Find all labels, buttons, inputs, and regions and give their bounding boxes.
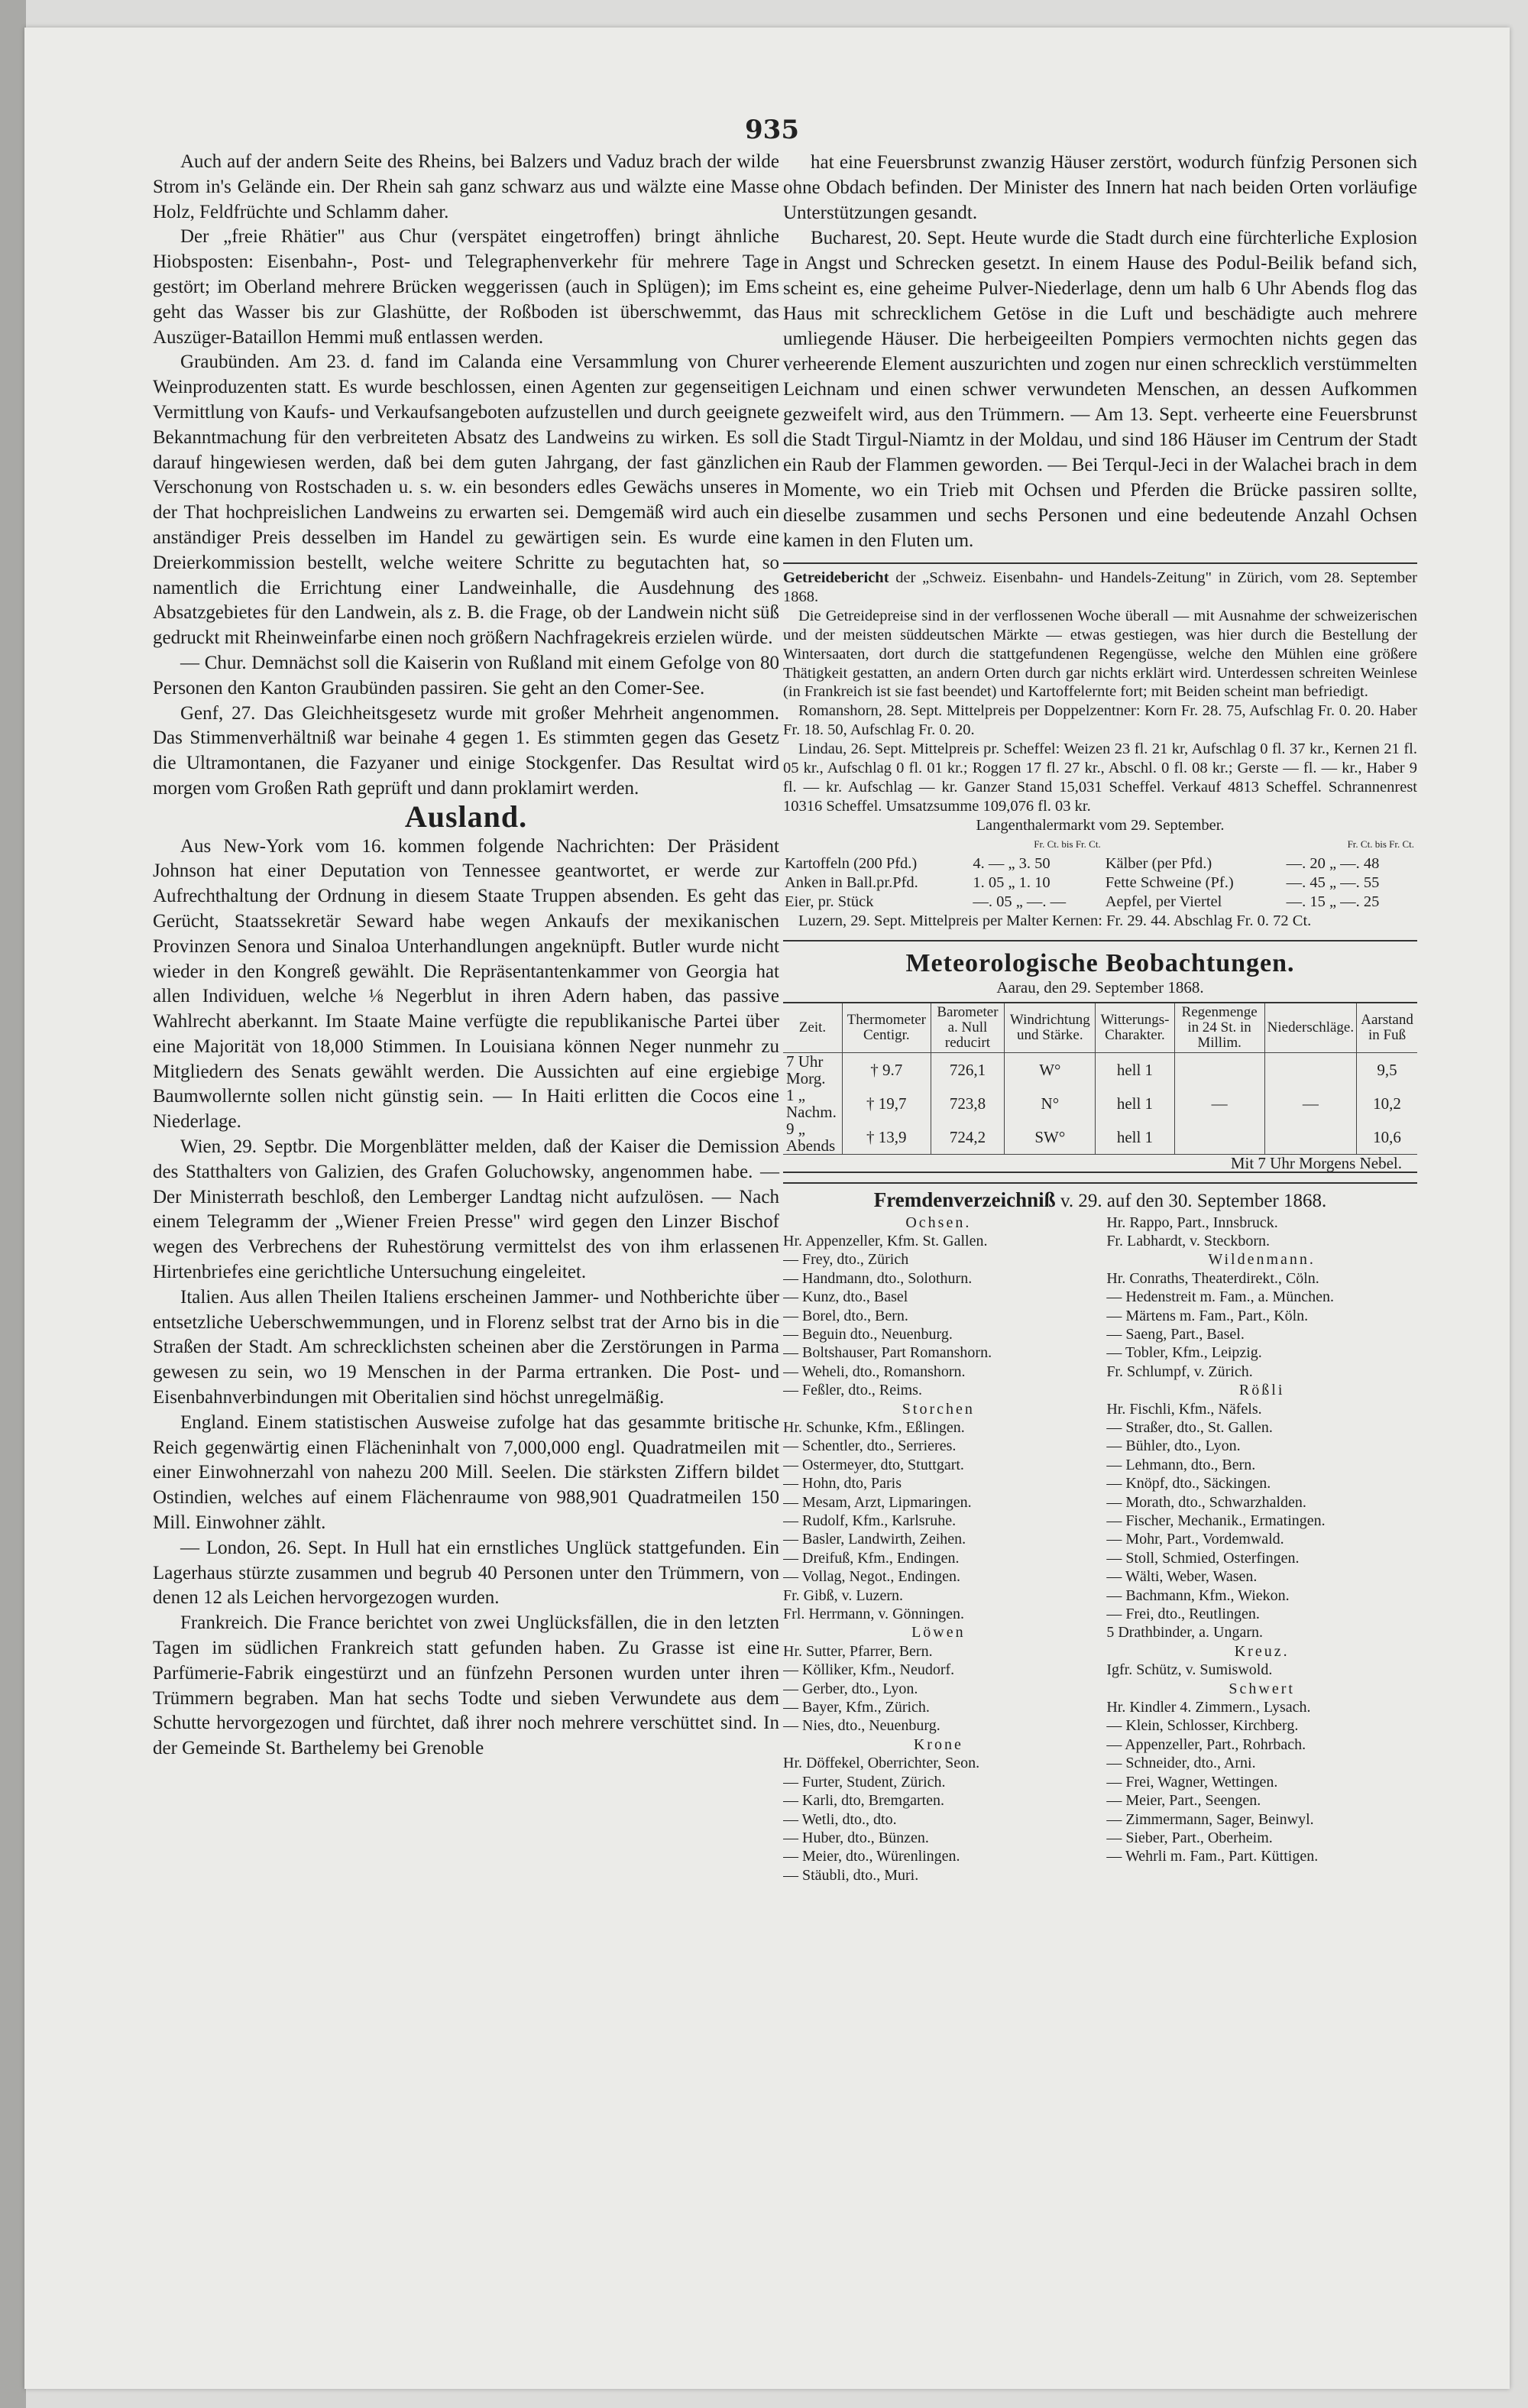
meteo-cell — [1174, 1052, 1264, 1087]
meteo-header-cell: Barometer a. Null reducirt — [931, 1003, 1005, 1053]
meteo-cell: 9 „ Abends — [786, 1119, 836, 1155]
article-paragraph: — Chur. Demnächst soll die Kaiserin von Rußland mit einem Gefolge von 80 Personen den Kanton Graubünden passiren. Sie geht an den Comer-See. — [153, 652, 779, 698]
guest-entry: — Lehmann, dto., Bern. — [1106, 1456, 1256, 1473]
meteo-cell: W° — [1005, 1052, 1096, 1087]
guest-entry: — Weheli, dto., Romanshorn. — [783, 1363, 966, 1380]
guest-entry: — Schneider, dto., Arni. — [1106, 1755, 1256, 1772]
guest-entry: Hr. Döffekel, Oberrichter, Seon. — [783, 1755, 980, 1772]
guest-entry: Hr. Sutter, Pfarrer, Bern. — [783, 1642, 933, 1660]
hotel-heading: Storchen — [902, 1400, 975, 1418]
guest-entry: — Boltshauser, Part Romanshorn. — [783, 1344, 992, 1362]
guest-entry: — Sieber, Part., Oberheim. — [1106, 1829, 1273, 1846]
guest-entry: Hr. Rappo, Part., Innsbruck. — [1106, 1214, 1278, 1231]
article-paragraph: Auch auf der andern Seite des Rheins, bei Balzers und Vaduz brach der wilde Strom in's Gelände ein. Der Rhein sah ganz schwarz aus und wälzte eine Masse Holz, Feldfrüchte und Schlamm daher. — [153, 151, 779, 222]
guest-entry: — Feßler, dto., Reims. — [783, 1382, 922, 1399]
guest-entry: — Furter, Student, Zürich. — [783, 1773, 946, 1791]
meteo-cell: hell 1 — [1096, 1052, 1174, 1087]
price-row — [783, 893, 1417, 912]
price-row — [783, 873, 1417, 893]
guest-entry: — Basler, Landwirth, Zeihen. — [783, 1531, 966, 1548]
divider — [783, 562, 1417, 564]
fremden-title-bold: Fremdenverzeichniß — [873, 1188, 1056, 1211]
meteo-cell: 723,8 — [931, 1087, 1005, 1120]
meteo-title: Meteorologische Beobachtungen. — [905, 948, 1295, 977]
hotel-heading: Ochsen. — [905, 1214, 972, 1231]
price-table — [783, 835, 1417, 912]
guest-entry: — Frei, Wagner, Wettingen. — [1106, 1773, 1278, 1791]
article-paragraph: Graubünden. Am 23. d. fand im Calanda eine Versammlung von Churer Weinproduzenten statt. Es wurde beschlossen, einen Agenten zur gegenseitigen Vermittlung von Kaufs- und Verkaufsangeboten aufzustellen und durch geeignete Bekanntmachung für den verbreiteten Absatz des Landweins zu wirken. Es soll darauf hingewiesen werden, daß bei dem guten Jahrgang, der fast gänzlichen Verschonung von Rostschaden u. s. w. ein besonders edles Gewächs unseres in der That hochpreislichen Landweins zu erwarten sei. Demgemäß wird auch ein anständiger Preis desselben im Handel zu gewärtigen sein. Es wurde eine Dreierkommission bestellt, welche weitere Schritte zu begutachten hat, so namentlich die Errichtung einer Landweinhalle, die Ausdehnung des Absatzgebietes für den Landwein, als z. B. die Frage, ob der Landwein nicht süß gedruckt mit Rheinweinfarbe einen noch größern Nachfragekreis erzielen würde. — [153, 352, 779, 649]
meteo-row — [783, 1087, 1417, 1120]
guest-entry: — Wetli, dto., dto. — [783, 1810, 897, 1828]
meteo-cell — [1174, 1120, 1264, 1155]
fremden-right-column — [1106, 1214, 1417, 1885]
guest-entry: — Morath, dto., Schwarzhalden. — [1106, 1493, 1306, 1511]
article-paragraph: Genf, 27. Das Gleichheitsgesetz wurde mit großer Mehrheit angenommen. Das Stimmenverhältniß war beinahe 4 gegen 1. Es stimmten gegen das Gesetz die Ultramontanen, die Fazyaner und einige Stockgenfer. Das Resultat wird morgen vom Großen Rath geprüft und dann proklamirt werden. — [153, 702, 779, 799]
article-paragraph: Der „freie Rhätier" aus Chur (verspätet eingetroffen) bringt ähnliche Hiobsposten: Eisenbahn-, Post- und Telegraphenverkehr für mehrere Tage gestört; im Oberland mehrere Brücken weggerissen (auch in Splügen); im Ems geht das Wasser bis zur Glashütte, der Roßboden ist überschwemmt, das Auszüger-Bataillon Hemmi muß entlassen werden. — [153, 226, 779, 348]
article-paragraph: Aus New-York vom 16. kommen folgende Nachrichten: Der Präsident Johnson hat einer Deputation von Tennessee geantwortet, er werde zur Aufrechthaltung der Ordnung in diesem Staate Truppen absenden. Es geht das Gerücht, Staatssekretär Seward habe wegen Ankaufs der mexikanischen Provinzen Senora und Sinaloa Unterhandlungen angeknüpft. Butler wurde nicht wieder in den Kongreß gewählt. Die Repräsentantenkammer von Georgia hat allen Individuen, welche ⅛ Negerblut in ihren Adern haben, das passive Wahlrecht aberkannt. Im Staate Maine verfügte die republikanische Partei über eine Majorität von 18,000 Stimmen. In Louisiana können Neger nunmehr zu Mitgliedern des Senats gewählt werden. Die Aussichten auf eine ergiebige Baumwollernte sollen nicht günstig sein. — In Haiti erlitten die Cocos eine Niederlage. — [153, 835, 779, 1133]
guest-entry: Hr. Fischli, Kfm., Näfels. — [1106, 1400, 1262, 1418]
meteo-header-cell: Thermometer Centigr. — [843, 1003, 931, 1053]
guest-entry: — Saeng, Part., Basel. — [1106, 1325, 1245, 1343]
meteo-note: Mit 7 Uhr Morgens Nebel. — [783, 1154, 1417, 1172]
price-header-left: Fr. Ct. bis Fr. Ct. — [1034, 838, 1101, 850]
fremden-left-column — [783, 1214, 1094, 1885]
guest-entry: — Kölliker, Kfm., Neudorf. — [783, 1661, 955, 1679]
guest-entry: 5 Drathbinder, a. Ungarn. — [1106, 1624, 1263, 1642]
article-paragraph: Italien. Aus allen Theilen Italiens erscheinen Jammer- und Nothberichte über entsetzliche Ueberschwemmungen, und in Florenz selbst trat der Arno bis in die Straßen der Stadt. Am schrecklichsten scheinen aber die Zerstörungen in Parma gewesen zu sein, wo 19 Menschen in der Parma ertranken. Die Post- und Eisenbahnverbindungen mit Oberitalien sind höchst unregelmäßig. — [153, 1286, 779, 1408]
meteo-cell: 724,2 — [931, 1120, 1005, 1155]
price-cell: —. 05 „ —. — — [973, 893, 1067, 910]
grain-report-lead: Getreidebericht — [783, 569, 889, 586]
article-paragraph: Frankreich. Die France berichtet von zwei Unglücksfällen, die in den letzten Tagen im südlichen Frankreich statt gefunden haben. Zu Grasse ist eine Parfümerie-Fabrik eingestürzt und an fünfzehn Personen wurden unter ihren Trümmern begraben. Man hat sechs Todte und sieben Verwundete aus dem Schutte hervorgezogen und fürchtet, daß ihrer noch mehrere verschüttet sind. In der Gemeinde St. Barthelemy bei Grenoble — [153, 1612, 779, 1759]
meteo-cell: hell 1 — [1096, 1120, 1174, 1155]
price-cell: 4. — „ 3. 50 — [973, 854, 1050, 872]
meteo-row — [783, 1120, 1417, 1155]
guest-entry: — Märtens m. Fam., Part., Köln. — [1106, 1307, 1309, 1324]
meteo-cell: † 19,7 — [843, 1087, 931, 1120]
price-cell: Fette Schweine (Pf.) — [1105, 873, 1234, 891]
hotel-heading: Wildenmann. — [1208, 1251, 1316, 1269]
meteo-header-cell: Aarstand in Fuß — [1357, 1003, 1417, 1053]
meteo-cell: 10,6 — [1357, 1120, 1417, 1155]
meteo-subtitle: Aarau, den 29. September 1868. — [996, 977, 1204, 997]
guest-entry: — Mesam, Arzt, Lipmaringen. — [783, 1493, 972, 1511]
fremden-title — [783, 1188, 1417, 1212]
article-paragraph: England. Einem statistischen Ausweise zufolge hat das gesammte britische Reich gegenwärtig einen Flächeninhalt von 7,000,000 engl. Quadratmeilen mit einer Einwohnerzahl von nahezu 200 Mill. Seelen. Die stärksten Ziffern bildet Ostindien, welches auf einem Flächenraume von 988,901 Quadratmeilen 150 Mill. Einwohner zählt. — [153, 1411, 779, 1534]
hotel-heading: Rößli — [1238, 1382, 1285, 1399]
guest-entry: — Bayer, Kfm., Zürich. — [783, 1699, 930, 1716]
left-paragraphs — [153, 150, 779, 802]
guest-entry: — Zimmermann, Sager, Beinwyl. — [1106, 1810, 1314, 1828]
guest-entry: Hr. Appenzeller, Kfm. St. Gallen. — [783, 1232, 988, 1249]
grain-report — [783, 569, 1417, 931]
ausland-heading: Ausland. — [404, 799, 528, 834]
meteo-header-cell: Windrichtung und Stärke. — [1005, 1003, 1096, 1053]
guest-entry: — Klein, Schlosser, Kirchberg. — [1106, 1717, 1299, 1735]
guest-entry: — Frey, dto., Zürich — [783, 1251, 909, 1269]
guest-entry: Igfr. Schütz, v. Sumiswold. — [1106, 1661, 1273, 1679]
guest-entry: — Vollag, Negot., Endingen. — [783, 1568, 961, 1586]
guest-entry: — Frei, dto., Reutlingen. — [1106, 1606, 1260, 1623]
price-cell: —. 15 „ —. 25 — [1286, 893, 1380, 910]
guest-entry: — Hedenstreit m. Fam., a. München. — [1106, 1288, 1335, 1306]
price-cell: Aepfel, per Viertel — [1105, 893, 1222, 910]
guest-entry: — Huber, dto., Bünzen. — [783, 1829, 929, 1846]
divider — [783, 1182, 1417, 1184]
meteo-table — [783, 1002, 1417, 1173]
right-paragraphs — [783, 150, 1417, 553]
guest-entry: — Meier, dto., Würenlingen. — [783, 1848, 960, 1865]
price-cell: 1. 05 „ 1. 10 — [973, 873, 1050, 891]
hotel-heading: Kreuz. — [1234, 1642, 1290, 1660]
guest-entry: — Appenzeller, Part., Rohrbach. — [1106, 1736, 1306, 1753]
meteo-cell: 1 „ Nachm. — [786, 1085, 837, 1121]
guest-entry: — Dreifuß, Kfm., Endingen. — [783, 1549, 960, 1567]
meteo-cell: 9,5 — [1357, 1052, 1417, 1087]
guest-entry: — Wälti, Weber, Wasen. — [1106, 1568, 1258, 1586]
hotel-heading: Krone — [913, 1736, 963, 1753]
guest-entry: Frl. Herrmann, v. Gönningen. — [783, 1606, 964, 1623]
ausland-paragraphs — [153, 835, 779, 1761]
guest-entry: — Borel, dto., Bern. — [783, 1307, 908, 1324]
article-paragraph: hat eine Feuersbrunst zwanzig Häuser zerstört, wodurch fünfzig Personen sich ohne Obdach befinden. Der Minister des Innern hat nach beiden Orten vorläufige Unterstützungen gesandt. — [783, 152, 1417, 223]
price-row — [783, 854, 1417, 873]
guest-entry: — Hohn, dto, Paris — [783, 1475, 902, 1492]
meteo-cell: † 9.7 — [843, 1052, 931, 1087]
guest-entry: — Karli, dto, Bremgarten. — [783, 1792, 945, 1810]
meteo-header-cell: Niederschläge. — [1264, 1003, 1356, 1053]
guest-entry: — Nies, dto., Neuenburg. — [783, 1717, 940, 1735]
guest-entry: — Rudolf, Kfm., Karlsruhe. — [783, 1512, 957, 1529]
meteo-cell: — — [1264, 1087, 1356, 1120]
meteo-header-cell: Witterungs-Charakter. — [1096, 1003, 1174, 1053]
meteo-cell: 7 Uhr Morg. — [786, 1052, 826, 1087]
price-cell: —. 20 „ —. 48 — [1286, 854, 1380, 872]
guest-entry: — Meier, Part., Seengen. — [1106, 1792, 1261, 1810]
meteo-header-cell: Zeit. — [783, 1003, 843, 1053]
guest-entry: Fr. Labhardt, v. Steckborn. — [1106, 1232, 1270, 1249]
guest-entry: — Knöpf, dto., Säckingen. — [1106, 1475, 1271, 1492]
fremden-title-rest: v. 29. auf den 30. September 1868. — [1060, 1190, 1327, 1211]
guest-entry: — Tobler, Kfm., Leipzig. — [1106, 1344, 1262, 1362]
meteo-cell: — — [1174, 1087, 1264, 1120]
meteo-cell — [1264, 1120, 1356, 1155]
guest-entry: — Schentler, dto., Serrieres. — [783, 1437, 957, 1455]
meteo-cell: SW° — [1005, 1120, 1096, 1155]
divider — [783, 940, 1417, 941]
guest-entry: — Stoll, Schmied, Osterfingen. — [1106, 1549, 1300, 1567]
guest-entry: — Ostermeyer, dto, Stuttgart. — [783, 1456, 964, 1473]
hotel-heading: Löwen — [911, 1624, 966, 1642]
guest-entry: — Fischer, Mechanik., Ermatingen. — [1106, 1512, 1326, 1529]
guest-entry: — Stäubli, dto., Muri. — [783, 1866, 919, 1884]
price-cell: Kälber (per Pfd.) — [1105, 854, 1212, 872]
right-column — [783, 150, 1417, 1885]
price-cell: —. 45 „ —. 55 — [1286, 873, 1380, 891]
meteo-header-cell: Regenmenge in 24 St. in Millim. — [1174, 1003, 1264, 1053]
article-paragraph: — London, 26. Sept. In Hull hat ein ernstliches Unglück stattgefunden. Ein Lagerhaus stürzte zusammen und begrub 40 Personen unter den Trümmern, von denen 12 als Leichen hervorgezogen wurden. — [153, 1537, 779, 1609]
grain-report-intro: der „Schweiz. Eisenbahn- und Handels-Zeitung" in Zürich, vom 28. September 1868. — [783, 569, 1418, 605]
guest-entry: Hr. Conraths, Theaterdirekt., Cöln. — [1106, 1269, 1319, 1287]
article-paragraph: Wien, 29. Septbr. Die Morgenblätter melden, daß der Kaiser die Demission des Statthalters von Galizien, des Grafen Goluchowsky, angenommen habe. — Der Ministerrath beschloß, den Lemberger Landtag nicht aufzulösen. — Nach einem Telegramm der „Wiener Freien Presse" wird gegen den Linzer Bischof wegen des Verbrechens der Ruhestörung vermittelst des von ihm erlassenen Hirtenbriefes eine gerichtliche Untersuchung eingeleitet. — [153, 1136, 779, 1283]
grain-report-body: Die Getreidepreise sind in der verflossenen Woche überall — mit Ausnahme der schweizerischen und der meisten süddeutschen Märkte — etwas gestiegen, was hier durch die Bestellung der Wintersaaten, dort durch die stattgefundenen Regengüsse, welche den Mühlen eine größere Thätigkeit gestatten, an andern Orten durch gar nichts erklärt wird. Unterdessen schreiten Weinlese (in Frankreich ist sie fast beendet) und Kartoffelernte fort; mit Beiden scheint man befriedigt. — [783, 607, 1417, 701]
price-cell: Anken in Ball.pr.Pfd. — [785, 873, 918, 891]
guest-entry: — Beguin dto., Neuenburg. — [783, 1325, 953, 1343]
meteo-cell — [1264, 1052, 1356, 1087]
meteo-cell: † 13,9 — [843, 1120, 931, 1155]
gutter-strip — [0, 0, 26, 2408]
guest-entry: Hr. Schunke, Kfm., Eßlingen. — [783, 1418, 965, 1436]
meteo-cell: 10,2 — [1357, 1087, 1417, 1120]
luzern-report: Luzern, 29. Sept. Mittelpreis per Malter Kernen: Fr. 29. 44. Abschlag Fr. 0. 72 Ct. — [798, 912, 1312, 929]
page-number: 935 — [745, 115, 799, 145]
guest-entry: — Mohr, Part., Vordemwald. — [1106, 1531, 1284, 1548]
meteo-cell: hell 1 — [1096, 1087, 1174, 1120]
guest-entry: — Wehrli m. Fam., Part. Küttigen. — [1106, 1848, 1319, 1865]
price-cell: Kartoffeln (200 Pfd.) — [785, 854, 918, 872]
fremden-list — [783, 1214, 1417, 1885]
price-header-right: Fr. Ct. bis Fr. Ct. — [1347, 838, 1414, 850]
guest-entry: Hr. Kindler 4. Zimmern., Lysach. — [1106, 1699, 1311, 1716]
hotel-heading: Schwert — [1229, 1680, 1295, 1697]
lindau-report: Lindau, 26. Sept. Mittelpreis pr. Scheffel: Weizen 23 fl. 21 kr, Aufschlag 0 fl. 37 kr., Kernen 21 fl. 05 kr., Aufschlag 0 fl. 01 kr.; Roggen 17 fl. 27 kr., Abschl. 0 fl. 08 kr.; Gerste — fl. — kr., Haber 9 fl. — kr. Aufschlag — kr. Ganzer Stand 15,031 Scheffel. Verkauf 4813 Scheffel. Schrannenrest 10316 Scheffel. Umsatzsumme 109,076 fl. 03 kr. — [783, 741, 1417, 815]
guest-entry: — Kunz, dto., Basel — [783, 1288, 908, 1306]
romanshorn-report: Romanshorn, 28. Sept. Mittelpreis per Doppelzentner: Korn Fr. 28. 75, Aufschlag Fr. 0. 20. Haber Fr. 18. 50, Aufschlag Fr. 0. 20. — [783, 702, 1417, 739]
price-cell: Eier, pr. Stück — [785, 893, 874, 910]
langenthal-title: Langenthalermarkt vom 29. September. — [976, 816, 1225, 834]
meteo-cell: 726,1 — [931, 1052, 1005, 1087]
meteo-cell: N° — [1005, 1087, 1096, 1120]
left-column — [153, 150, 779, 1761]
guest-entry: — Bühler, dto., Lyon. — [1106, 1437, 1241, 1455]
guest-entry: — Straßer, dto., St. Gallen. — [1106, 1418, 1273, 1436]
guest-entry: — Gerber, dto., Lyon. — [783, 1680, 918, 1697]
guest-entry: Fr. Schlumpf, v. Zürich. — [1106, 1363, 1253, 1380]
article-paragraph: Bucharest, 20. Sept. Heute wurde die Stadt durch eine fürchterliche Explosion in Angst und Schrecken gesetzt. In einem Hause des Podul-Beilik befand sich, scheint es, eine geheime Pulver-Niederlage, denn um halb 6 Uhr Abends flog das Haus mit schrecklichem Getöse in die Luft und beschädigte auch mehrere umliegende Häuser. Die herbeigeeilten Pompiers vermochten nichts gegen das verheerende Element auszurichten und zogen nur einen schrecklich verstümmelten Leichnam und einen schwer verwundeten Menschen, an dessen Aufkommen gezweifelt wird, aus den Trümmern. — Am 13. Sept. verheerte eine Feuersbrunst die Stadt Tirgul-Niamtz in der Moldau, und sind 186 Häuser im Centrum der Stadt ein Raub der Flammen geworden. — Bei Terqul-Jeci in der Walachei brach in dem Momente, wo ein Trieb mit Ochsen und Pferden die Brücke passiren sollte, dieselbe zusammen und sechs Personen und eine bedeutende Anzahl Ochsen kamen in den Fluten um. — [783, 228, 1417, 551]
guest-entry: Fr. Gibß, v. Luzern. — [783, 1586, 904, 1604]
guest-entry: — Handmann, dto., Solothurn. — [783, 1269, 973, 1287]
guest-entry: — Bachmann, Kfm., Wiekon. — [1106, 1586, 1290, 1604]
meteo-row — [783, 1052, 1417, 1087]
